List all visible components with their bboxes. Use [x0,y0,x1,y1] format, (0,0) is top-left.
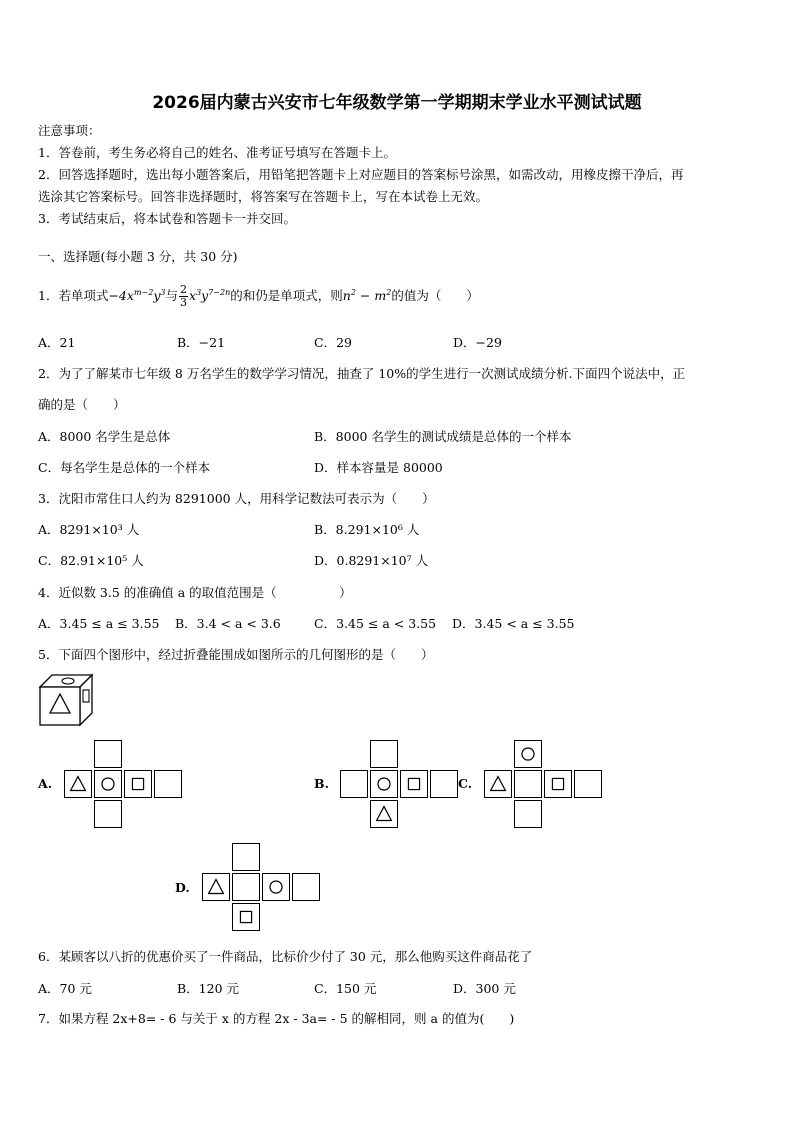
notice-item-2: 2．回答选择题时，选出每小题答案后，用铅笔把答题卡上对应题目的答案标号涂黑，如需改动，用橡皮擦干净后，再 [38,167,684,182]
notice-heading: 注意事项： [38,123,101,138]
q1-option-a: A．21 [38,335,76,350]
cube-figure [38,673,96,727]
q6-option-c: C．150 元 [314,981,377,996]
notice-item-1: 1．答卷前，考生务必将自己的姓名、准考证号填写在答题卡上。 [38,145,396,160]
q3-option-d: D．0.8291×10⁷ 人 [314,553,429,568]
q3-text: 3．沈阳市常住口人约为 8291000 人，用科学记数法可表示为（ ） [38,491,435,506]
q2-line-2: 确的是（ ） [38,397,126,412]
q4-option-b: B．3.4 < a < 3.6 [175,616,281,631]
q5-label-d: D. [175,880,190,895]
q3-option-c: C．82.91×10⁵ 人 [38,553,144,568]
q4-text: 4．近似数 3.5 的准确值 a 的取值范围是（ ） [38,585,352,600]
q1-expression: $n^2 - m^2$ [342,287,392,303]
q6-option-d: D．300 元 [453,981,516,996]
question-1 [38,284,479,309]
q4-option-c: C．3.45 ≤ a < 3.55 [314,616,437,631]
q4-option-a: A．3.45 ≤ a ≤ 3.55 [38,616,160,631]
q1-monomial-1: $-4x^{m-2}y^3$ [108,287,166,303]
q1-option-d: D．−29 [453,335,502,350]
q5-label-a: A. [38,776,53,791]
square-icon [401,771,427,797]
q6-option-b: B．120 元 [177,981,240,996]
q6-option-a: A．70 元 [38,981,92,996]
q1-mid: 与 [165,288,178,303]
square-icon [125,771,151,797]
q2-option-c: C．每名学生是总体的一个样本 [38,460,211,475]
square-icon [545,771,571,797]
q1-prefix: 1．若单项式 [38,288,109,303]
q2-line-1: 2．为了了解某市七年级 8 万名学生的数学学习情况，抽查了 10%的学生进行一次测试成绩分析.下面四个说法中，正 [38,366,686,381]
q2-option-b: B．8000 名学生的测试成绩是总体的一个样本 [314,429,572,444]
q2-option-d: D．样本容量是 80000 [314,460,443,475]
q6-text: 6．某顾客以八折的优惠价买了一件商品，比标价少付了 30 元，那么他购买这件商品花了 [38,949,533,964]
q1-fraction: $\frac{2}{3}$ [180,283,187,309]
q1-end: 的值为（ ） [391,288,479,303]
q7-text: 7．如果方程 2x+8= - 6 与关于 x 的方程 2x - 3a= - 5 的解相同，则 a 的值为( ) [38,1011,515,1026]
triangle-icon [371,801,397,827]
q3-option-b: B．8.291×10⁶ 人 [314,522,420,537]
q5-label-c: C. [458,776,473,791]
q1-option-c: C．29 [314,335,352,350]
circle-icon [95,771,121,797]
page-title: 2026届内蒙古兴安市七年级数学第一学期期末学业水平测试试题 [152,93,642,113]
q2-option-a: A．8000 名学生是总体 [38,429,171,444]
q5-label-b: B. [314,776,329,791]
q1-monomial-2: $x^3y^{7-2n}$ [189,287,231,303]
triangle-icon [485,771,511,797]
circle-icon [515,741,541,767]
section-heading: 一、选择题(每小题 3 分，共 30 分) [38,249,238,264]
q4-option-d: D．3.45 < a ≤ 3.55 [452,616,575,631]
notice-item-2-cont: 选涂其它答案标号。回答非选择题时，将答案写在答题卡上，写在本试卷上无效。 [38,189,489,204]
q3-option-a: A．8291×10³ 人 [38,522,140,537]
q1-option-b: B．−21 [177,335,226,350]
circle-icon [263,874,289,900]
q1-suffix: 的和仍是单项式，则 [230,288,343,303]
square-icon [233,904,259,930]
triangle-icon [203,874,229,900]
notice-item-3: 3．考试结束后，将本试卷和答题卡一并交回。 [38,211,296,226]
circle-icon [371,771,397,797]
triangle-icon [65,771,91,797]
q5-text: 5．下面四个图形中，经过折叠能围成如图所示的几何图形的是（ ） [38,647,434,662]
